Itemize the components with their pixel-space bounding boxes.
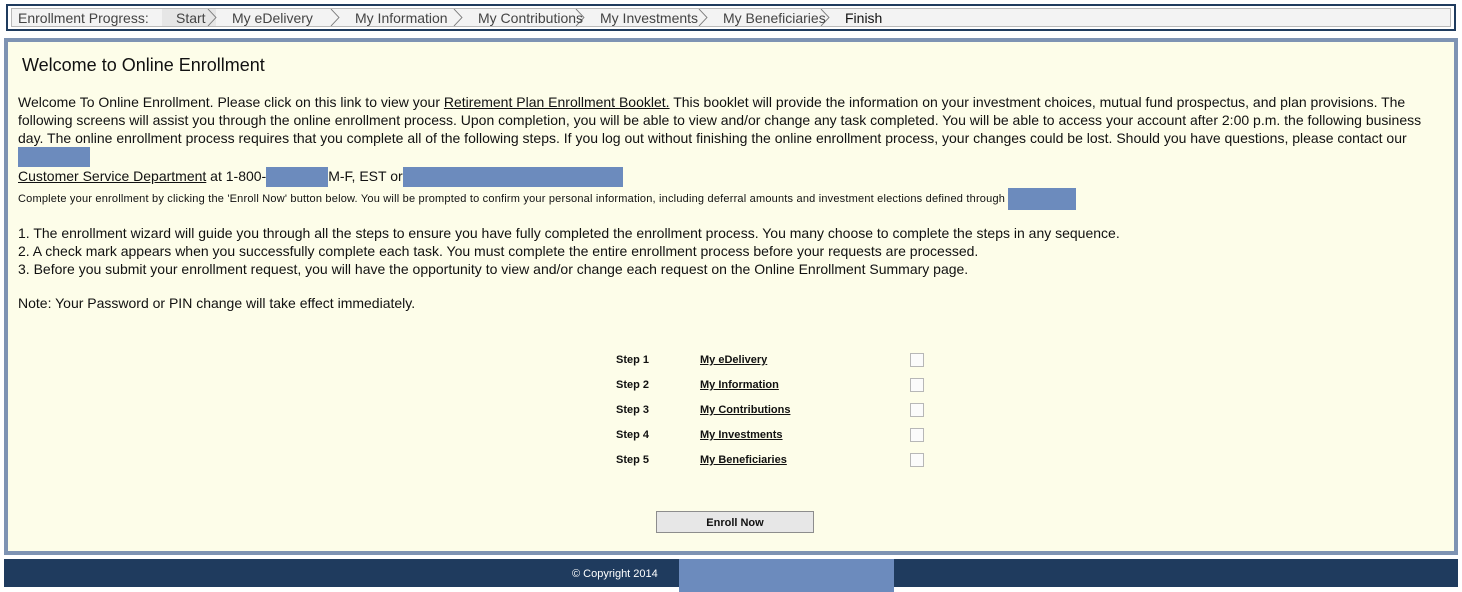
enrollment-progress-bar <box>6 4 1456 31</box>
step-number: Step 2 <box>616 379 650 391</box>
enroll-now-button[interactable]: Enroll Now <box>656 511 814 533</box>
progress-step-start[interactable]: Start <box>162 9 216 26</box>
redacted-block <box>266 167 328 187</box>
instruction-list <box>18 224 1120 278</box>
step-number: Step 3 <box>616 404 650 416</box>
progress-step-contributions[interactable]: My Contributions <box>478 9 584 26</box>
progress-step-finish[interactable]: Finish <box>845 9 883 26</box>
redacted-block <box>18 147 90 167</box>
redacted-block <box>1008 188 1076 210</box>
redacted-block <box>403 167 623 187</box>
progress-track <box>11 8 1451 27</box>
list-item: 1. The enrollment wizard will guide you through all the steps to ensure you have fully completed the enrollment process. You many choose to complete the steps in any sequence. <box>18 225 1120 241</box>
copyright-text: © Copyright 2014 <box>572 568 658 580</box>
step-link-edelivery[interactable]: My eDelivery <box>700 354 768 366</box>
step-row <box>616 377 936 402</box>
step-number: Step 4 <box>616 429 650 441</box>
step-link-information[interactable]: My Information <box>700 379 779 391</box>
step-row <box>616 352 936 377</box>
password-note: Note: Your Password or PIN change will take effect immediately. <box>18 295 416 311</box>
step-checklist <box>616 352 936 477</box>
redacted-block <box>679 559 894 592</box>
step-completion-checkbox <box>910 353 924 367</box>
list-item: 2. A check mark appears when you successfully complete each task. You must complete the entire enrollment process before your requests are processed. <box>18 243 979 259</box>
enroll-instructions: Complete your enrollment by clicking the 'Enroll Now' button below. You will be prompted to confirm your personal information, including deferral amounts and investment elections defined through <box>18 188 1076 210</box>
step-completion-checkbox <box>910 428 924 442</box>
footer <box>4 559 1458 587</box>
progress-step-information[interactable]: My Information <box>339 9 462 26</box>
step-number: Step 5 <box>616 454 650 466</box>
page-title: Welcome to Online Enrollment <box>22 55 265 75</box>
step-link-beneficiaries[interactable]: My Beneficiaries <box>700 454 787 466</box>
step-number: Step 1 <box>616 354 650 366</box>
progress-label: Enrollment Progress: <box>18 9 149 26</box>
step-row <box>616 427 936 452</box>
step-link-investments[interactable]: My Investments <box>700 429 783 441</box>
intro-paragraph: Welcome To Online Enrollment. Please click on this link to view your Retirement Plan Enrollment Booklet. This booklet will provide the information on your investment choices, mutual fund prospectus, and plan provisions. The following screens will assist you through the online enrollment process. Upon completion, you will be able to view and/or change any task completed. You will be able to access your account after 2:00 p.m. the following business day. The online enrollment process requires that you complete all of the following steps. If you log out without finishing the online enrollment process, your changes could be lost. Should you have questions, please contact our Customer Service Department at 1-800- M-F, EST or <box>18 93 1450 187</box>
step-completion-checkbox <box>910 403 924 417</box>
progress-step-edelivery[interactable]: My eDelivery <box>216 9 339 26</box>
customer-service-link[interactable]: Customer Service Department <box>18 168 207 184</box>
step-link-contributions[interactable]: My Contributions <box>700 404 791 416</box>
step-completion-checkbox <box>910 453 924 467</box>
step-row <box>616 402 936 427</box>
progress-step-beneficiaries[interactable]: My Beneficiaries <box>707 9 829 26</box>
enrollment-booklet-link[interactable]: Retirement Plan Enrollment Booklet. <box>443 94 670 110</box>
list-item: 3. Before you submit your enrollment request, you will have the opportunity to view and/or change each request on the Online Enrollment Summary page. <box>18 261 969 277</box>
progress-step-investments[interactable]: My Investments <box>584 9 707 26</box>
step-completion-checkbox <box>910 378 924 392</box>
enrollment-panel <box>4 38 1458 555</box>
step-row <box>616 452 936 477</box>
